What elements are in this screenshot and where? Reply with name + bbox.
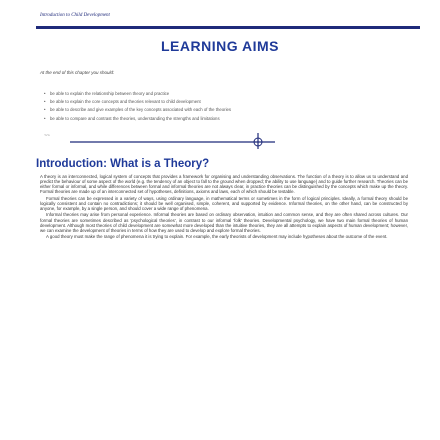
- learning-aims-intro: At the end of this chapter you should:: [40, 70, 115, 75]
- running-header: Introduction to Child Development: [40, 13, 110, 18]
- handwritten-mark: ~~: [44, 133, 50, 139]
- learning-aim-item: • be able to describe and give examples of the key concepts associated with each of the theories: [44, 107, 374, 112]
- learning-aim-item: • be able to explain the relationship between theory and practice: [44, 91, 374, 96]
- learning-aim-item: • be able to explain the core concepts and theories relevant to child development: [44, 99, 374, 104]
- learning-aim-item: • be able to compare and contrast the theories, understanding the strengths and limitations: [44, 116, 374, 121]
- section-body: [40, 174, 408, 436]
- section-divider: [70, 130, 280, 150]
- body-paragraph: A good theory must make the range of phenomena it is trying to explain. For example, the early theorists of development may include hypotheses about the outcome of the event.: [46, 234, 388, 240]
- learning-aims-list: [44, 91, 374, 124]
- section-heading: Introduction: What is a Theory?: [36, 158, 210, 170]
- learning-aims-title: LEARNING AIMS: [161, 38, 279, 54]
- body-paragraph: Informal theories may arise from personal experience. Informal theories are based on ordinary observation, intuition and common sense, and they are often shared across cultures. Our formal theories are sometimes described as 'psychological theories', in contrast to our informal 'folk' theories. Developmental psychology, we have two main formal theories of human development. Although most theories of child development are somewhat more developed than the intuitive theories, they are all attempts to explain aspects of human development; however, we can examine the development of theories in terms of how they are used to develop and explore formal theories.: [40, 212, 408, 233]
- body-paragraph: A theory is an interconnected, logical system of concepts that provides a framework for organising and understanding observations. The function of a theory is to allow us to understand and predict the behaviour of some aspect of the world (e.g. the tendency of an object to fall to the ground when dropped; the ability to use language) and to guide further research. Theories can be either formal or informal, and while differences between formal and informal theories are not always clear, in practice theories can be distinguished by the concepts which make up the theory. Formal theories are made up of an interconnected set of hypotheses, definitions, axioms and laws, each of which should be testable.: [40, 174, 408, 195]
- header-rule: [36, 26, 420, 29]
- body-paragraph: Formal theories can be expressed in a variety of ways, using ordinary language, in mathematical terms or sometimes in the form of logical principles. Ideally, a formal theory should be logically consistent and contain no contradictions; it should be well organised, simple, coherent, and supported by evidence. Informal theories, on the other hand, can be constructed by anyone, for example, by a single person, and should cover a wide range of phenomena.: [40, 195, 408, 212]
